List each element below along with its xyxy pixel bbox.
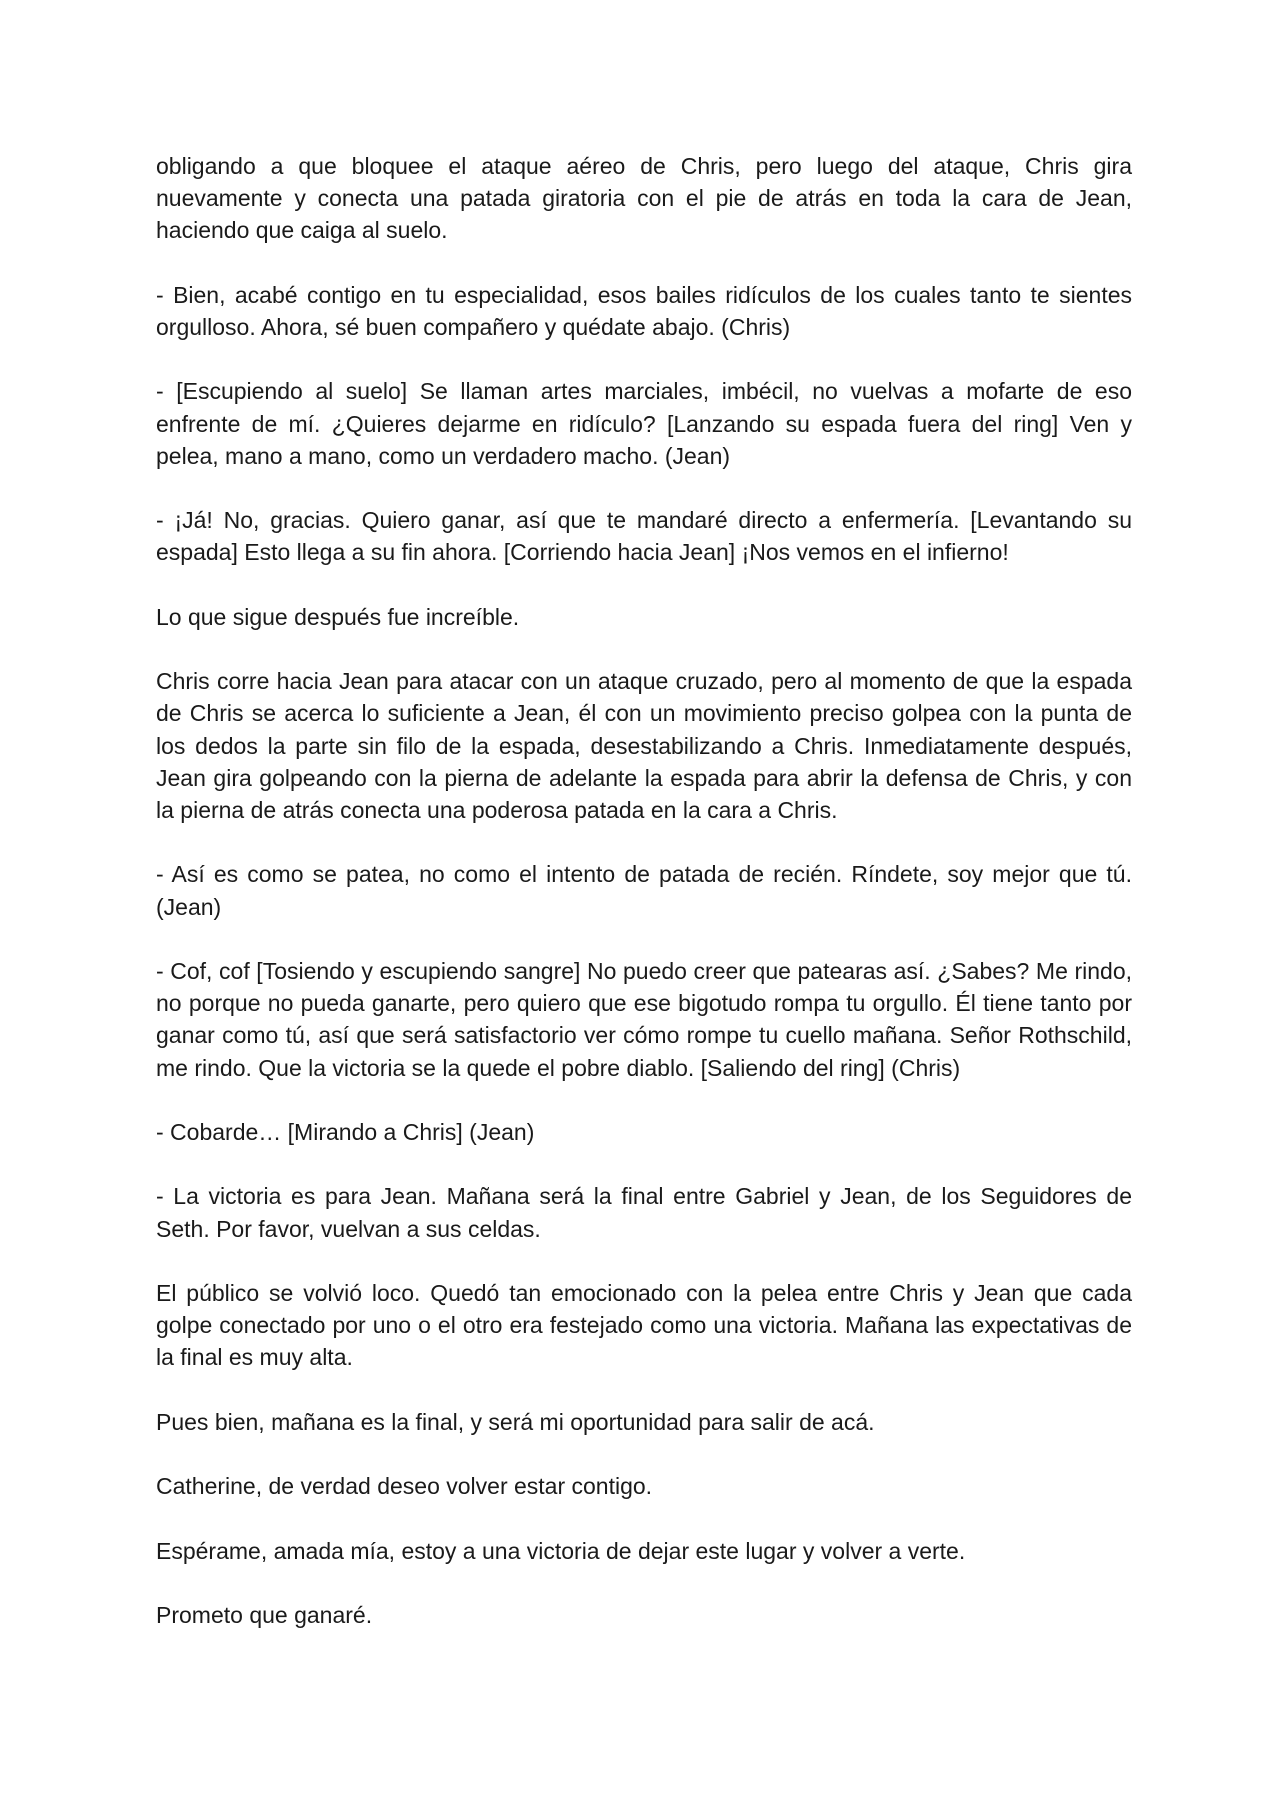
paragraph-3: - [Escupiendo al suelo] Se llaman artes marciales, imbécil, no vuelvas a mofarte de eso enfrente de mí. ¿Quieres dejarme en ridículo? [Lanzando su espada fuera del ring] Ven y pelea, mano a mano, como un verdadero macho. (Jean) [156, 378, 1132, 469]
paragraph-15: Prometo que ganaré. [156, 1601, 373, 1628]
paragraph-8: - Cof, cof [Tosiendo y escupiendo sangre] No puedo creer que patearas así. ¿Sabes? Me rindo, no porque no pueda ganarte, pero quiero que ese bigotudo rompa tu orgullo. Él tiene tanto por ganar como tú, así que será satisfactorio ver cómo rompe tu cuello mañana. Señor Rothschild, me rindo. Que la victoria se la quede el pobre diablo. [Saliendo del ring] (Chris) [156, 957, 1132, 1081]
paragraph-11: El público se volvió loco. Quedó tan emocionado con la pelea entre Chris y Jean que cada golpe conectado por uno o el otro era festejado como una victoria. Mañana las expectativas de la final es muy alta. [156, 1279, 1132, 1371]
paragraph-6: Chris corre hacia Jean para atacar con un ataque cruzado, pero al momento de que la espada de Chris se acerca lo suficiente a Jean, él con un movimiento preciso golpea con la punta de los dedos la parte sin filo de la espada, desestabilizando a Chris. Inmediatamente después, Jean gira golpeando con la pierna de adelante la espada para abrir la defensa de Chris, y con la pierna de atrás conecta una poderosa patada en la cara a Chris. [156, 668, 1132, 823]
paragraph-1: obligando a que bloquee el ataque aéreo de Chris, pero luego del ataque, Chris gira nuevamente y conecta una patada giratoria con el pie de atrás en toda la cara de Jean, haciendo que caiga al suelo. [156, 153, 1132, 244]
paragraph-9: - Cobarde… [Mirando a Chris] (Jean) [156, 1118, 535, 1145]
paragraph-12: Pues bien, mañana es la final, y será mi oportunidad para salir de acá. [156, 1408, 875, 1435]
paragraph-5: Lo que sigue después fue increíble. [156, 603, 520, 630]
paragraph-13: Catherine, de verdad deseo volver estar contigo. [156, 1473, 653, 1500]
paragraph-2: - Bien, acabé contigo en tu especialidad, esos bailes ridículos de los cuales tanto te sientes orgulloso. Ahora, sé buen compañero y quédate abajo. (Chris) [156, 281, 1132, 340]
paragraph-4: - ¡Já! No, gracias. Quiero ganar, así que te mandaré directo a enfermería. [Levantando su espada] Esto llega a su fin ahora. [Corriendo hacia Jean] ¡Nos vemos en el infierno! [156, 507, 1132, 566]
paragraph-10: - La victoria es para Jean. Mañana será la final entre Gabriel y Jean, de los Seguidores de Seth. Por favor, vuelvan a sus celdas. [156, 1183, 1132, 1242]
paragraph-14: Espérame, amada mía, estoy a una victoria de dejar este lugar y volver a verte. [156, 1537, 966, 1564]
paragraph-7: - Así es como se patea, no como el intento de patada de recién. Ríndete, soy mejor que tú. (Jean) [156, 861, 1132, 920]
document-page [156, 150, 1132, 1663]
